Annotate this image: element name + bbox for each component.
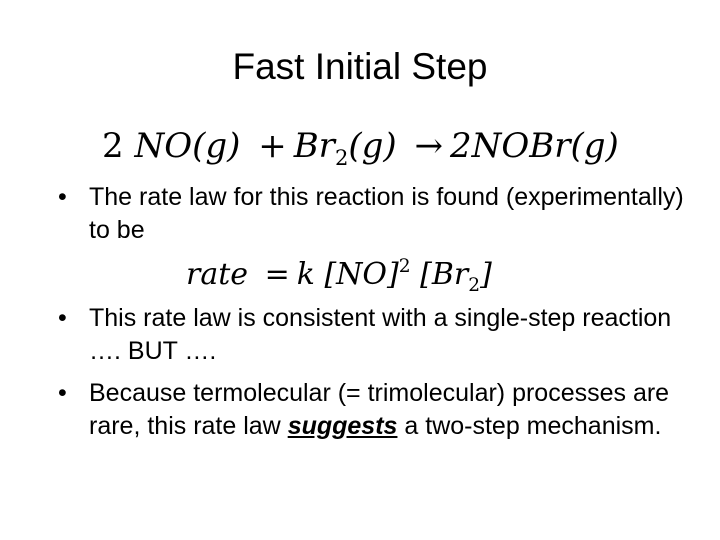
br2-concentration — [420, 257, 492, 297]
bullet-text-before: Because termolecular (= trimolecular) processes are rare, this rate law — [89, 379, 670, 440]
emphasized-word: suggests — [287, 412, 398, 440]
br2-term: [Br — [420, 257, 469, 292]
no-term: [NO] — [324, 257, 399, 292]
slide-title: Fast Initial Step — [232, 46, 488, 87]
bullet-marker: • — [58, 183, 67, 211]
br-subscript: 2 — [334, 145, 349, 170]
bullet-text: The rate law for this reaction is found (experimentally) to be — [89, 183, 684, 244]
bullet-item-termolecular — [58, 377, 698, 443]
br-state: (g) — [348, 126, 397, 166]
rate-constant: k — [296, 257, 315, 292]
reaction-arrow: → — [414, 126, 443, 166]
bullet-text: This rate law is consistent with a single-step reaction …. BUT …. — [89, 304, 672, 365]
reactant-br2 — [293, 126, 397, 170]
br2-subscript: 2 — [468, 275, 481, 297]
rate-law-equation — [186, 254, 492, 300]
plus-sign: + — [258, 126, 287, 166]
br-symbol: Br — [293, 126, 335, 166]
bullet-marker: • — [58, 379, 67, 407]
reaction-equation — [102, 124, 619, 172]
bullet-item-rate-law-intro — [58, 181, 698, 247]
reaction-coefficient: 2 — [102, 126, 124, 166]
bullet-marker: • — [58, 304, 67, 332]
no-concentration — [324, 257, 410, 292]
br2-close: ] — [480, 257, 492, 292]
bullet-text-after: a two-step mechanism. — [397, 412, 662, 440]
rate-label: rate — [186, 257, 249, 292]
no-exponent: 2 — [398, 256, 411, 278]
bullet-text — [89, 377, 698, 443]
equals-sign: = — [264, 257, 290, 292]
product-nobr: 2NOBr(g) — [449, 126, 619, 166]
reactant-no: NO(g) — [134, 126, 241, 166]
bullet-item-single-step — [58, 302, 698, 368]
